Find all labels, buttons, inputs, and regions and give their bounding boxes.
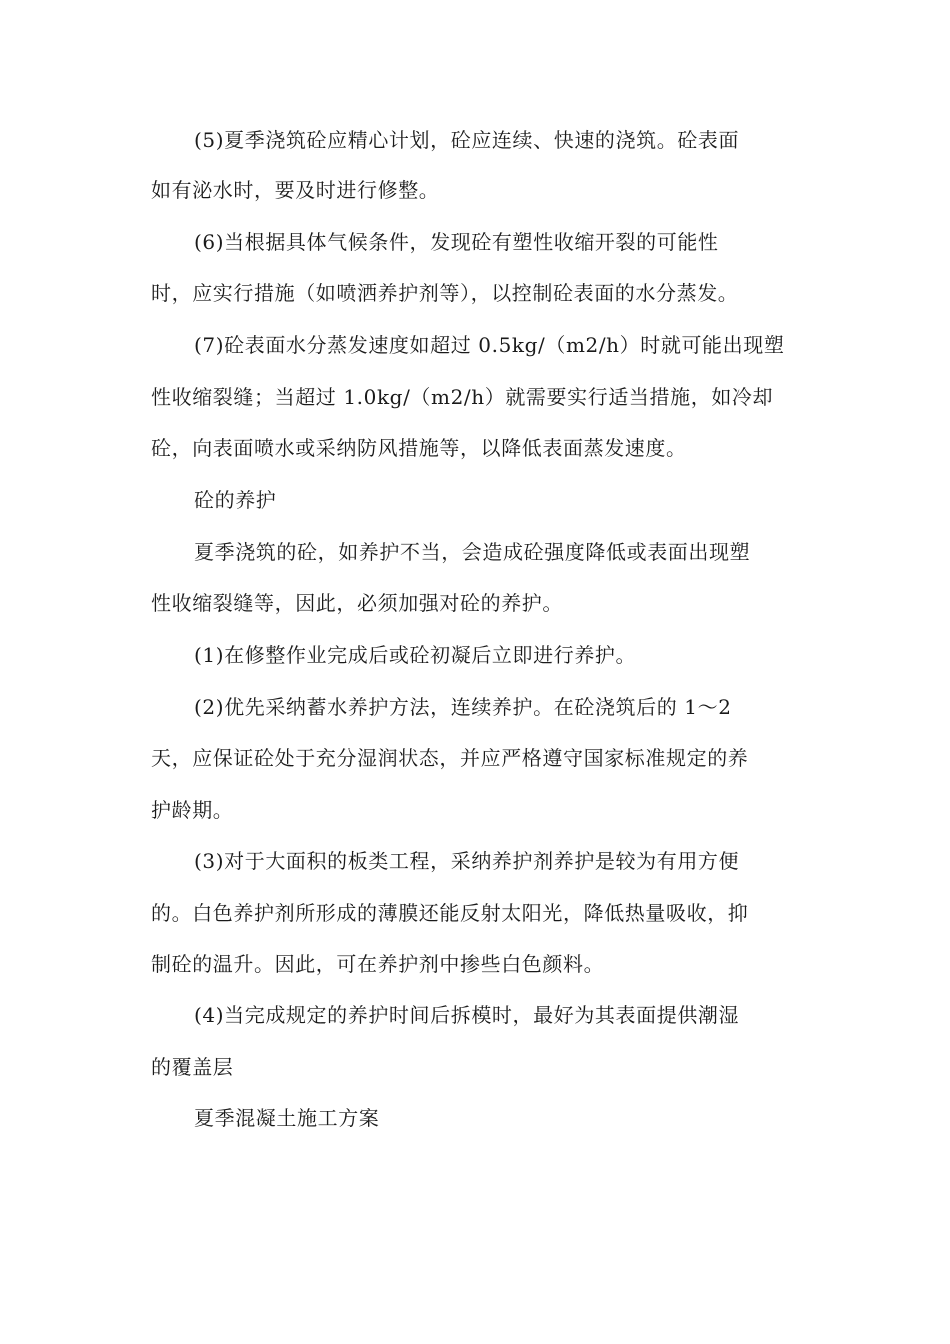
paragraph-intro-line-2: 性收缩裂缝等，因此，必须加强对砼的养护。	[151, 591, 563, 615]
curing-item-2-line-3: 护龄期。	[151, 798, 234, 822]
curing-item-4-line-2: 的覆盖层	[151, 1055, 234, 1079]
curing-item-3-line-1: (3)对于大面积的板类工程，采纳养护剂养护是较为有用方便	[194, 849, 740, 873]
paragraph-intro-line-1: 夏季浇筑的砼，如养护不当，会造成砼强度降低或表面出现塑	[194, 540, 751, 564]
curing-item-3-line-3: 制砼的温升。因此，可在养护剂中掺些白色颜料。	[151, 952, 605, 976]
curing-item-4-line-1: (4)当完成规定的养护时间后拆模时，最好为其表面提供潮湿	[194, 1003, 740, 1027]
paragraph-5-line-1: (5)夏季浇筑砼应精心计划，砼应连续、快速的浇筑。砼表面	[194, 128, 740, 152]
paragraph-7-line-3: 砼，向表面喷水或采纳防风措施等，以降低表面蒸发速度。	[151, 436, 687, 460]
paragraph-6-line-2: 时，应实行措施（如喷洒养护剂等），以控制砼表面的水分蒸发。	[151, 281, 739, 305]
paragraph-7-line-2: 性收缩裂缝；当超过 1.0kg/（m2/h）就需要实行适当措施，如冷却	[151, 385, 774, 409]
curing-item-3-line-2: 的。白色养护剂所形成的薄膜还能反射太阳光，降低热量吸收，抑	[151, 901, 749, 925]
curing-item-2-line-2: 天，应保证砼处于充分湿润状态，并应严格遵守国家标准规定的养	[151, 746, 749, 770]
curing-item-1: (1)在修整作业完成后或砼初凝后立即进行养护。	[194, 643, 637, 667]
paragraph-7-line-1: (7)砼表面水分蒸发速度如超过 0.5kg/（m2/h）时就可能出现塑	[194, 333, 785, 357]
paragraph-5-line-2: 如有泌水时，要及时进行修整。	[151, 178, 440, 202]
document-closing-title: 夏季混凝土施工方案	[194, 1106, 380, 1130]
section-heading-curing: 砼的养护	[194, 488, 277, 512]
curing-item-2-line-1: (2)优先采纳蓄水养护方法，连续养护。在砼浇筑后的 1～2	[194, 695, 732, 719]
paragraph-6-line-1: (6)当根据具体气候条件，发现砼有塑性收缩开裂的可能性	[194, 230, 719, 254]
